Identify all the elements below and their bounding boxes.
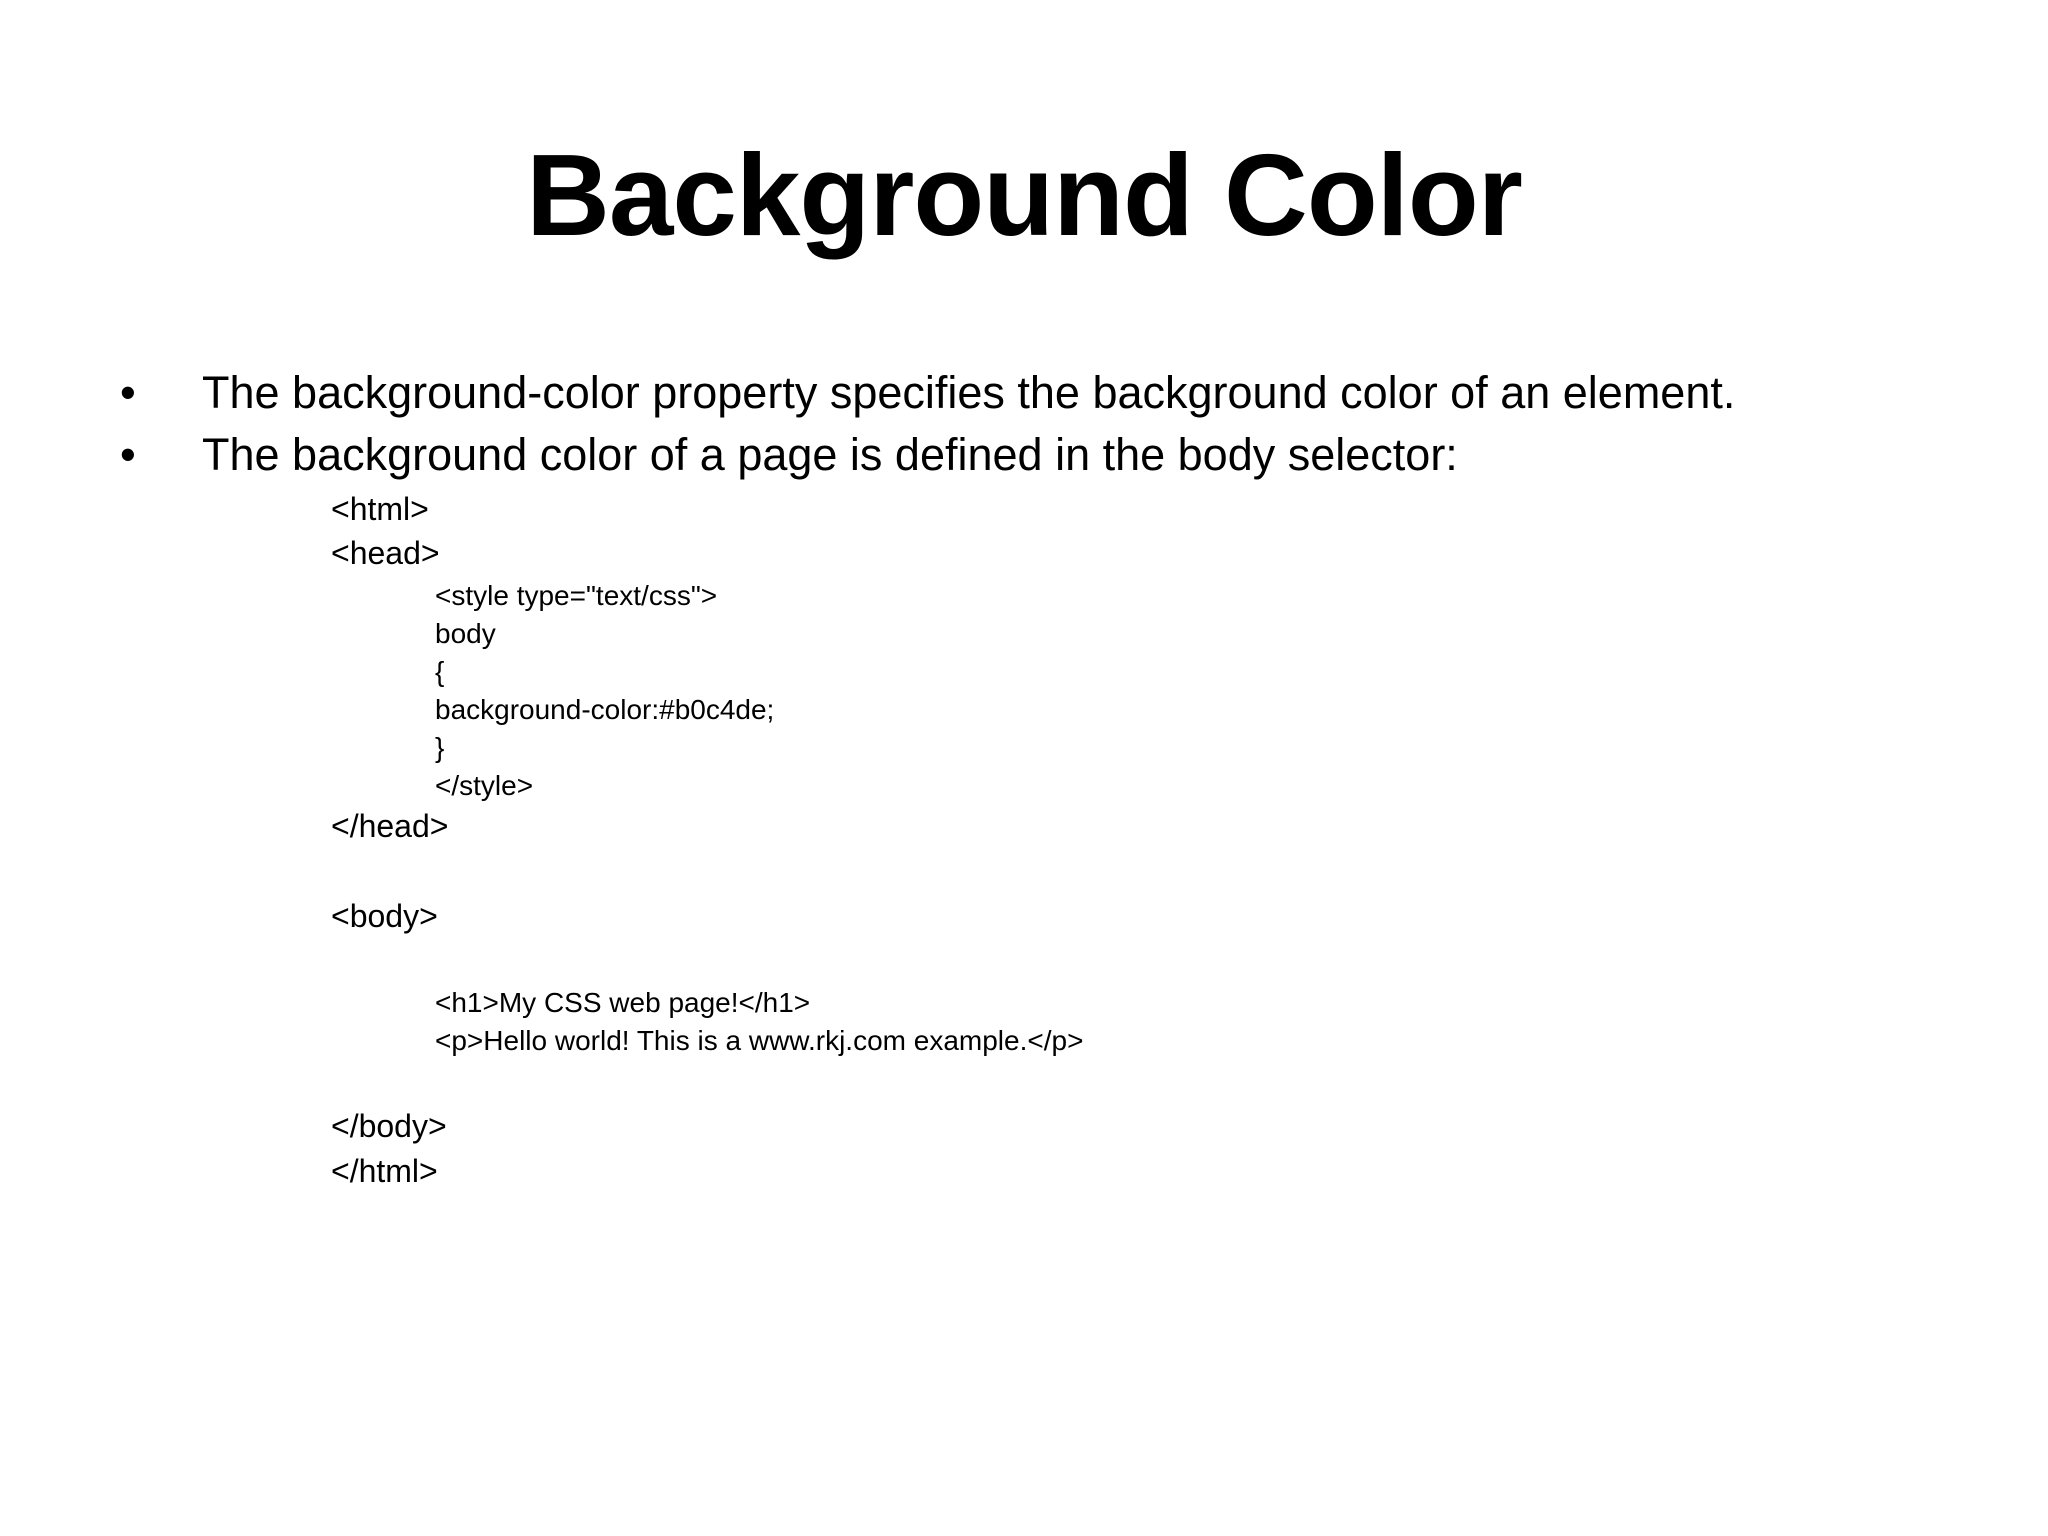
code-line: <p>Hello world! This is a www.rkj.com example.</p>: [435, 1025, 1084, 1056]
code-line: <html>: [331, 491, 429, 527]
bullet-marker: •: [120, 367, 136, 418]
code-line: body: [435, 618, 496, 649]
code-line: }: [435, 732, 445, 763]
code-line: background-color:#b0c4de;: [435, 694, 775, 725]
code-line: <style type="text/css">: [435, 580, 718, 611]
code-line: </style>: [435, 770, 534, 801]
bullet-text: The background color of a page is defined in the body selector:: [202, 429, 1458, 480]
code-line: <h1>My CSS web page!</h1>: [435, 987, 811, 1018]
slide-title: Background Color: [526, 130, 1522, 260]
bullet-item: [120, 362, 2000, 424]
code-line: {: [435, 656, 445, 687]
bullet-item: [120, 424, 2000, 486]
code-line: </head>: [331, 808, 449, 844]
bullet-marker: •: [120, 429, 136, 480]
code-line: <head>: [331, 535, 440, 571]
bullet-list: [120, 362, 2000, 486]
code-line: </body>: [331, 1108, 447, 1144]
code-line: </html>: [331, 1153, 438, 1189]
code-line: <body>: [331, 898, 438, 934]
bullet-text: The background-color property specifies the background color of an element.: [202, 367, 1736, 418]
